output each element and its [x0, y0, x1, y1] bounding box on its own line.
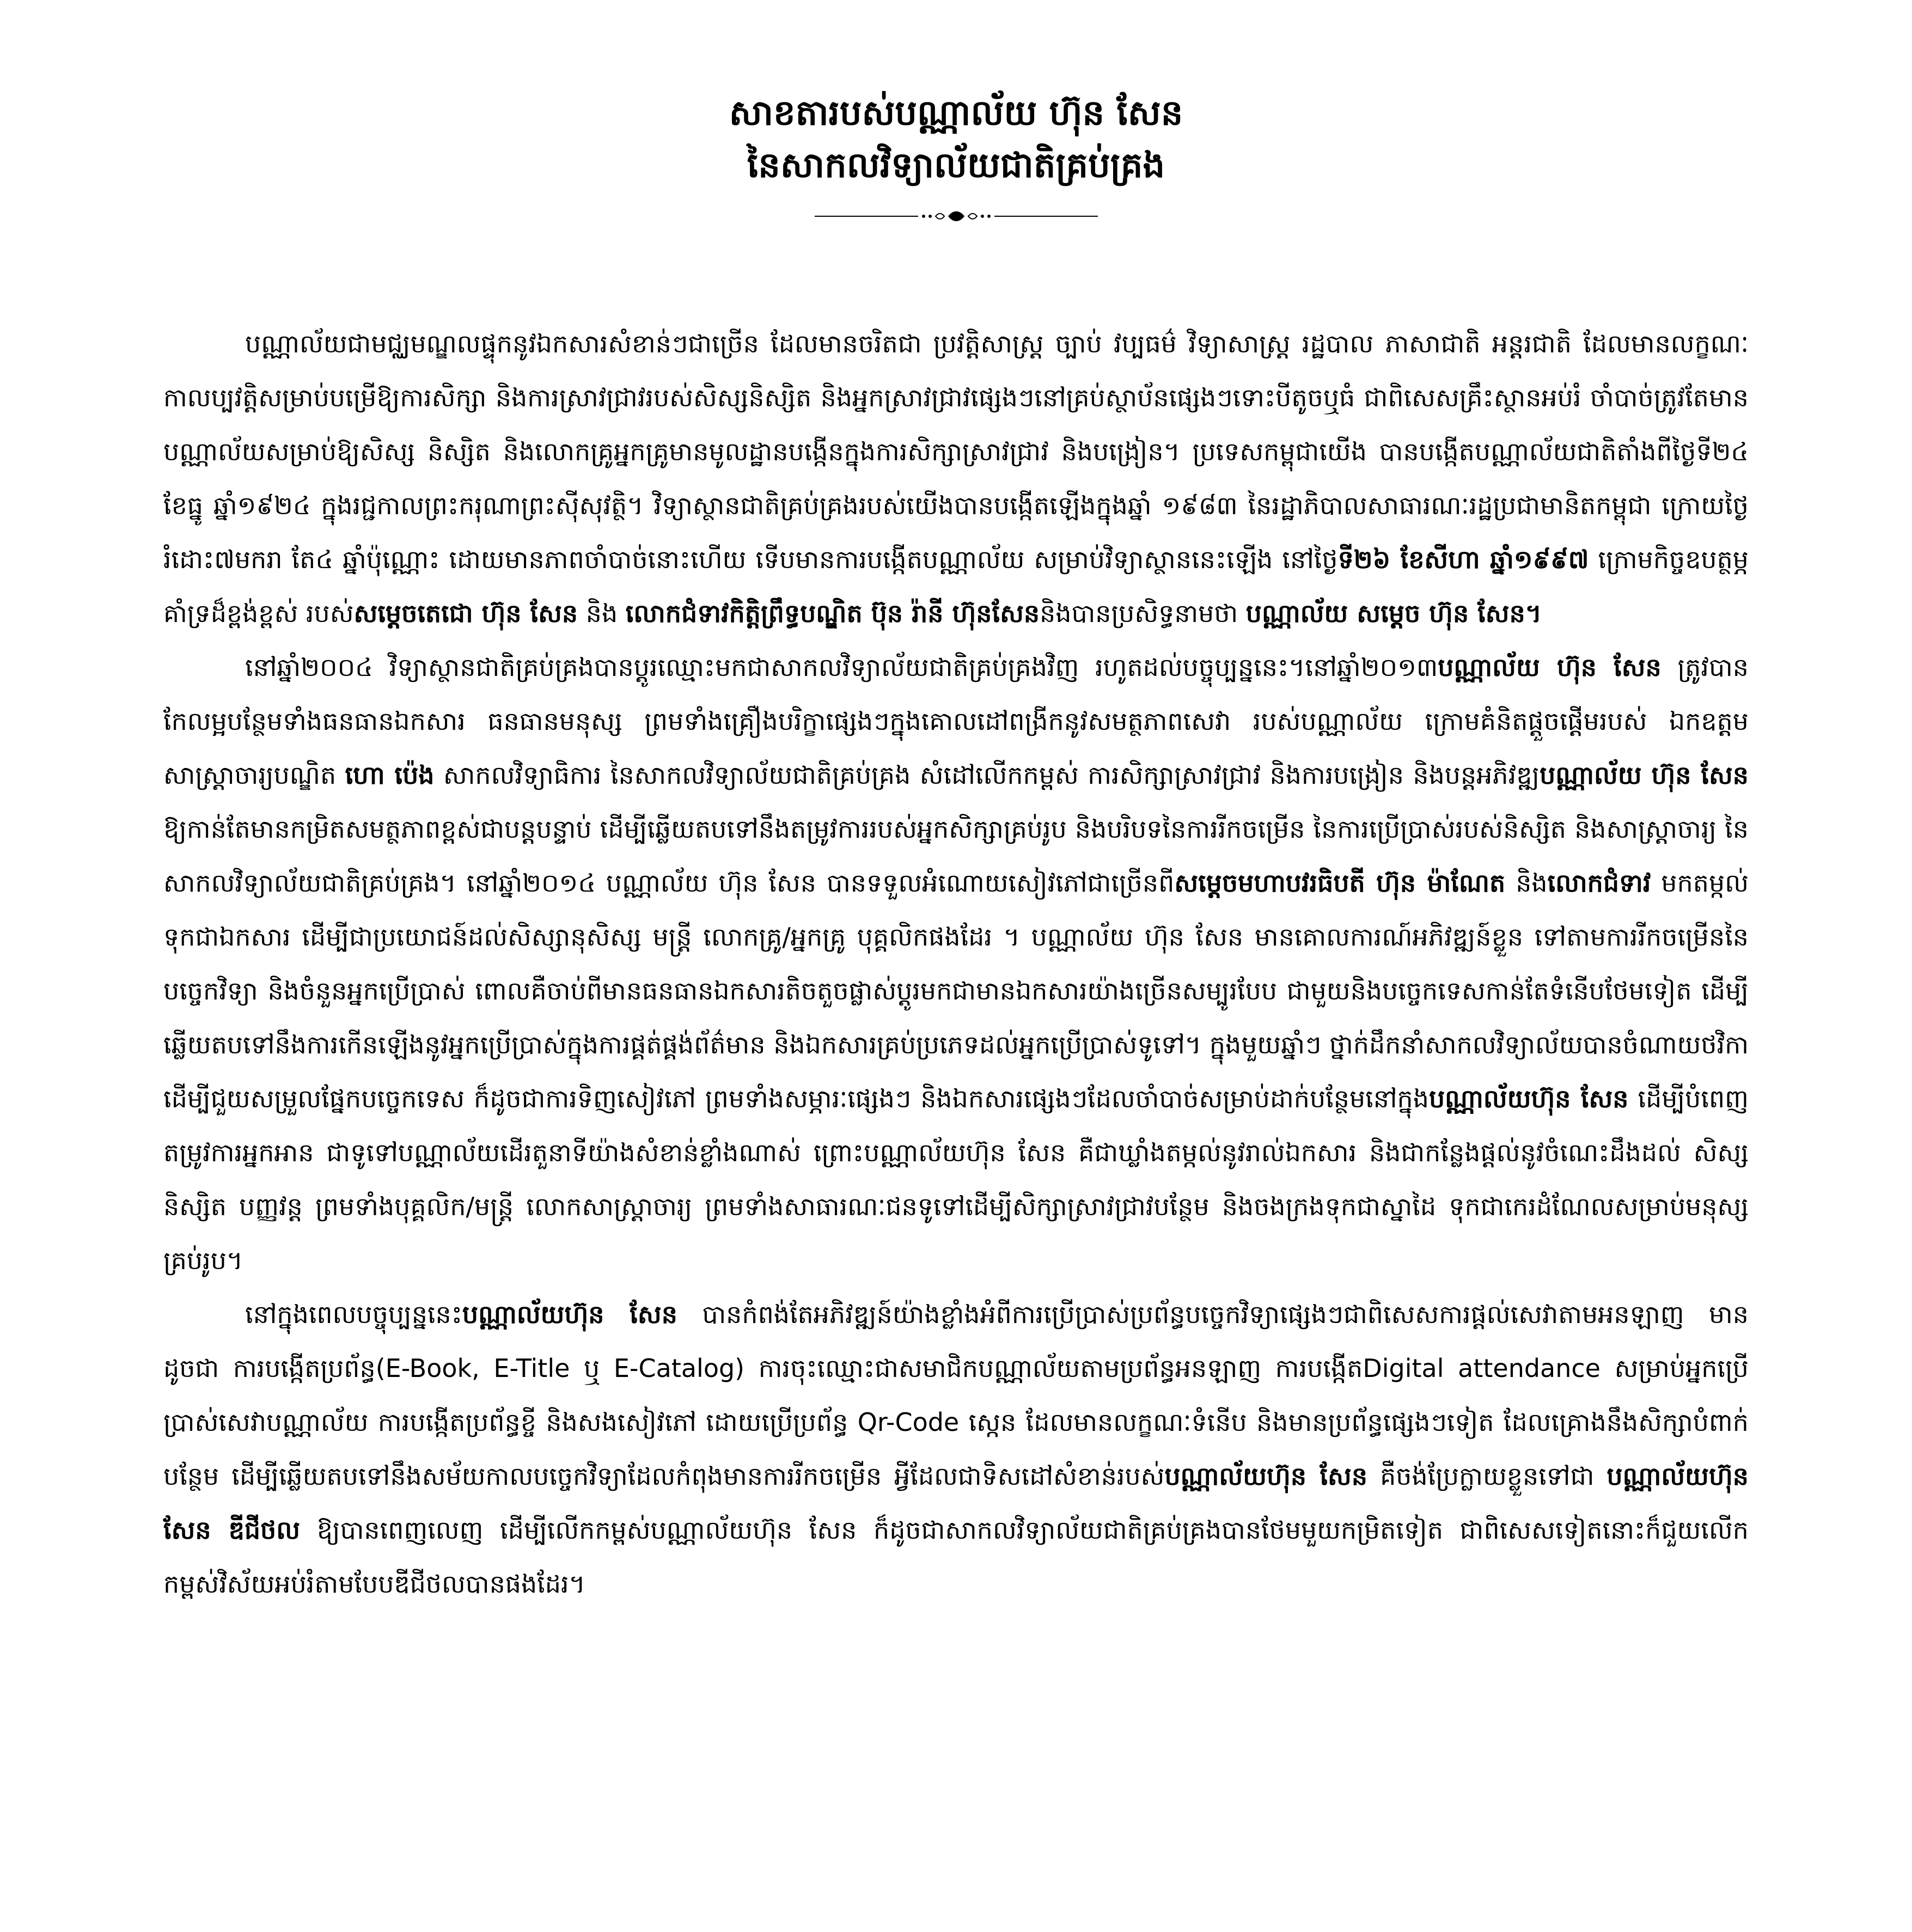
bold-text: បណ្ណាល័យ សម្តេច ហ៊ុន សែន។ [1245, 599, 1542, 628]
bold-text: សម្តេចមហាបវរធិបតី ហ៊ុន ម៉ាណែត [1174, 868, 1506, 898]
text-run: បណ្ណាល័យជាមជ្ឈមណ្ឌលផ្ទុកនូវឯកសារសំខាន់ៗជាច្រើន ដែលមានចរិតជា ប្រវត្តិសាស្ត្រ ច្បាប់ វប្បធម៌ វិទ្យាសាស្ត្រ រដ្ឋបាល ភាសាជាតិ អន្តរជាតិ ដែលមានលក្ខណៈកាលប្បវត្តិសម្រាប់បម្រើឱ្យការសិក្សា និងការស្រាវជ្រាវរបស់សិស្សនិស្សិត និងអ្នកស្រាវជ្រាវផ្សេងៗនៅគ្រប់ស្ថាប័នផ្សេងៗទោះបីតូចឬធំ ជាពិសេសគ្រឹះស្ថានអប់រំ ចាំបាច់ត្រូវតែមានបណ្ណាល័យសម្រាប់ឱ្យសិស្ស និស្សិត និងលោកគ្រូអ្នកគ្រូមានមូលដ្ឋានបង្កើនក្នុងការសិក្សាស្រាវជ្រាវ និងបង្រៀន។ ប្រទេសកម្ពុជាយើង បានបង្កើតបណ្ណាល័យជាតិតាំងពីថ្ងៃទី២៤ ខែធ្នូ ឆ្នាំ១៩២៤ ក្នុងរជ្ជកាលព្រះករុណាព្រះស៊ីសុវត្ថិ។ វិទ្យាស្ថានជាតិគ្រប់គ្រងរបស់យើងបានបង្កើតឡើងក្នុងឆ្នាំ ១៩៨៣ នៃរដ្ឋាភិបាលសាធារណៈរដ្ឋប្រជាមានិតកម្ពុជា ក្រោយថ្ងៃរំដោះ៧មករា តែ៤ ឆ្នាំប៉ុណ្ណោះ ដោយមានភាពចាំបាច់នោះហើយ ទើបមានការបង្កើតបណ្ណាល័យ សម្រាប់វិទ្យាស្ថាននេះឡើង នៅថ្ងៃ [163, 329, 1749, 574]
text-run: នៅឆ្នាំ២០០៤ វិទ្យាស្ថានជាតិគ្រប់គ្រងបានប្តូរឈ្មោះមកជាសាកលវិទ្យាល័យជាតិគ្រប់គ្រងវិញ រហូតដល់បច្ចុប្បន្ននេះ។នៅឆ្នាំ២០១៣ [245, 653, 1438, 682]
paragraph-2 [163, 641, 1749, 1288]
bold-text: បណ្ណាល័យហ៊ុន សែន [1428, 1084, 1629, 1113]
title-divider-ornament [815, 208, 1098, 224]
bold-text: ទី២៦ ខែសីហា ឆ្នាំ១៩៩៧ [1337, 545, 1589, 574]
text-run: ដើម្បីបំពេញតម្រូវការអ្នកអាន ជាទូទៅបណ្ណាល័យដើរតួនាទីយ៉ាងសំខាន់ខ្លាំងណាស់ ព្រោះបណ្ណាល័យហ៊ុន សែន គឺជាឃ្លាំងតម្កល់នូវរាល់ឯកសារ និងជាកន្លែងផ្តល់នូវចំណេះដឹងដល់ សិស្ស និស្សិត បញ្ញវន្ត ព្រមទាំងបុគ្គលិក/មន្ត្រី លោកសាស្ត្រាចារ្យ ព្រមទាំងសាធារណៈជនទូទៅដើម្បីសិក្សាស្រាវជ្រាវបន្ថែម និងចងក្រងទុកជាស្នាដៃ ទុកជាកេរដំណែលសម្រាប់មនុស្សគ្រប់រូប។ [163, 1084, 1749, 1275]
document-body [163, 317, 1749, 1611]
bold-text: បណ្ណាល័យហ៊ុន សែន [1164, 1461, 1368, 1491]
paragraph-3 [163, 1288, 1749, 1611]
bold-text: លោកជំទាវកិត្តិព្រឹទ្ធបណ្ឌិត ប៊ុន រ៉ានី ហ៊ុនសែន [625, 599, 1040, 628]
title-line-2: នៃសាកលវិទ្យាល័យជាតិគ្រប់គ្រង [747, 145, 1165, 186]
bold-text: បណ្ណាល័យ ហ៊ុន សែន [1540, 760, 1749, 790]
document-title [163, 87, 1749, 192]
title-line-1: សាខតារបស់បណ្ណាល័យ ហ៊ុន សែន [729, 93, 1183, 133]
bold-text: បណ្ណាល័យហ៊ុន សែន [462, 1300, 677, 1329]
text-run: និង [1505, 868, 1548, 898]
bold-text: បណ្ណាល័យ ហ៊ុន សែន [1438, 653, 1661, 682]
bold-text: បណ្ណាល័យហ៊ុន សែន ឌីជីថល [163, 1461, 1749, 1545]
text-run: នៅក្នុងពេលបច្ចុប្បន្ននេះ [245, 1300, 462, 1329]
text-run: និង [578, 599, 626, 628]
text-run: មកតម្កល់ទុកជាឯកសារ ដើម្បីជាប្រយោជន៍ដល់សិស្សានុសិស្ស មន្ត្រី លោកគ្រូ/អ្នកគ្រូ បុគ្គលិកផងដែរ ។ បណ្ណាល័យ ហ៊ុន សែន មានគោលការណ៍អភិវឌ្ឍន៍ខ្លួន ទៅតាមការរីកចម្រើននៃបច្ចេកវិទ្យា និងចំនួនអ្នកប្រើប្រាស់ ពោលគឺចាប់ពីមានធនធានឯកសារតិចតួចផ្លាស់ប្តូរមកជាមានឯកសារយ៉ាងច្រើនសម្បូរបែប ជាមួយនិងបច្ចេកទេសកាន់តែទំនើបថែមទៀត ដើម្បីឆ្លើយតបទៅនឹងការកើនឡើងនូវអ្នកប្រើប្រាស់ក្នុងការផ្គត់ផ្គង់ព័ត៌មាន និងឯកសារគ្រប់ប្រភេទដល់អ្នកប្រើប្រាស់ទូទៅ។ ក្នុងមួយឆ្នាំៗ ថ្នាក់ដឹកនាំសាកលវិទ្យាល័យបានចំណាយថវិកាដើម្បីជួយសម្រួលផ្នែកបច្ចេកទេស ក៏ដូចជាការទិញសៀវភៅ ព្រមទាំងសម្ភារៈផ្សេងៗ និងឯកសារផ្សេងៗដែលចាំបាច់សម្រាប់ដាក់បន្ថែមនៅក្នុង [163, 868, 1749, 1113]
paragraph-1 [163, 317, 1749, 641]
text-run: គឺចង់ប្រែក្លាយខ្លួនទៅជា [1367, 1461, 1607, 1491]
text-run: សាកលវិទ្យាធិការ នៃសាកលវិទ្យាល័យជាតិគ្រប់គ្រង សំដៅលើកកម្ពស់ ការសិក្សាស្រាវជ្រាវ និងការបង្រៀន និងបន្តអភិវឌ្ឍ [434, 760, 1540, 790]
text-run: ឱ្យកាន់តែមានកម្រិតសមត្ថភាពខ្ពស់ជាបន្តបន្ទាប់ ដើម្បីឆ្លើយតបទៅនឹងតម្រូវការរបស់អ្នកសិក្សាគ្រប់រូប និងបរិបទនៃការរីកចម្រើន នៃការប្រើប្រាស់របស់និស្សិត និងសាស្ត្រាចារ្យ នៃសាកលវិទ្យាល័យជាតិគ្រប់គ្រង។ នៅឆ្នាំ២០១៤ បណ្ណាល័យ ហ៊ុន សែន បានទទួលអំណោយសៀវភៅជាច្រើនពី [163, 814, 1749, 898]
bold-text: លោកជំទាវ [1547, 868, 1651, 898]
bold-text: សម្តេចតេជោ ហ៊ុន សែន [353, 599, 578, 628]
text-run: ត្រូវបានកែលម្អបន្ថែមទាំងធនធានឯកសារ ធនធានមនុស្ស ព្រមទាំងគ្រឿងបរិក្ខាផ្សេងៗក្នុងគោលដៅពង្រីកនូវសមត្ថភាពសេវា របស់បណ្ណាល័យ ក្រោមគំនិតផ្តួចផ្តើមរបស់ ឯកឧត្តមសាស្ត្រាចារ្យបណ្ឌិត [163, 653, 1749, 790]
text-run: ក្រោមកិច្ចឧបត្ថម្ភគាំទ្រដ៏ខ្ពង់ខ្ពស់ របស់ [163, 545, 1749, 628]
text-run: ឱ្យបានពេញលេញ ដើម្បីលើកកម្ពស់បណ្ណាល័យហ៊ុន សែន ក៏ដូចជាសាកលវិទ្យាល័យជាតិគ្រប់គ្រងបានថែមមួយកម្រិតទៀត ជាពិសេសទៀតនោះក៏ជួយលើកកម្ពស់វិស័យអប់រំតាមបែបឌីជីថលបានផងដែរ។ [163, 1515, 1749, 1599]
bold-text: ហោ ប៉េង [345, 760, 435, 790]
text-run: និងបានប្រសិទ្ធនាមថា [1040, 599, 1246, 628]
text-run: បានកំពង់តែអភិវឌ្ឍន៍យ៉ាងខ្លាំងអំពីការប្រើប្រាស់ប្រព័ន្ធបច្ចេកវិទ្យាផ្សេងៗជាពិសេសការផ្តល់សេវាតាមអនឡាញ មានដូចជា ការបង្កើតប្រព័ន្ធ(E-Book, E-Title ឬ E-Catalog) ការចុះឈ្មោះជាសមាជិកបណ្ណាល័យតាមប្រព័ន្ធអនឡាញ ការបង្កើតDigital attendance សម្រាប់អ្នកប្រើប្រាស់សេវាបណ្ណាល័យ ការបង្កើតប្រព័ន្ធខ្ចី និងសងសៀវភៅ ដោយប្រើប្រព័ន្ធ Qr-Code ស្កេន ដែលមានលក្ខណៈទំនើប និងមានប្រព័ន្ធផ្សេងៗទៀត ដែលគ្រោងនឹងសិក្សាបំពាក់បន្ថែម ដើម្បីឆ្លើយតបទៅនឹងសម័យកាលបច្ចេកវិទ្យាដែលកំពុងមានការរីកចម្រើន អ្វីដែលជាទិសដៅសំខាន់របស់ [163, 1300, 1749, 1491]
